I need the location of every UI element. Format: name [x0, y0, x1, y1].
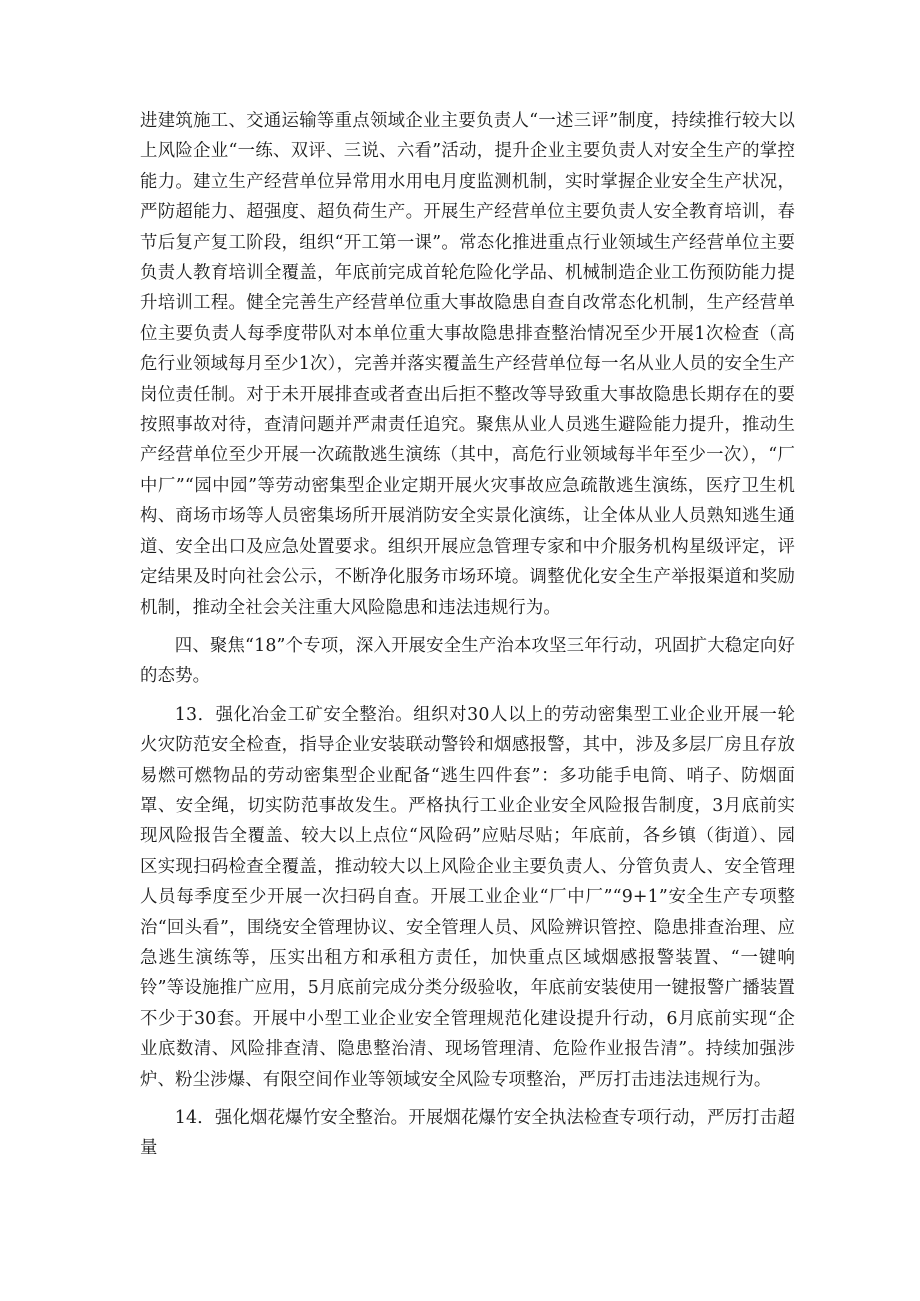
- body-paragraph-continued: 进建筑施工、交通运输等重点领域企业主要负责人“一述三评”制度，持续推行较大以上风险企业“一练、双评、三说、六看”活动，提升企业主要负责人对安全生产的掌控能力。建立生产经营单位异常用水用电月度监测机制，实时掌握企业安全生产状况，严防超能力、超强度、超负荷生产。开展生产经营单位主要负责人安全教育培训，春节后复产复工阶段，组织“开工第一课”。常态化推进重点行业领域生产经营单位主要负责人教育培训全覆盖，年底前完成首轮危险化学品、机械制造企业工伤预防能力提升培训工程。健全完善生产经营单位重大事故隐患自查自改常态化机制，生产经营单位主要负责人每季度带队对本单位重大事故隐患排查整治情况至少开展1次检查（高危行业领域每月至少1次），完善并落实覆盖生产经营单位每一名从业人员的安全生产岗位责任制。对于未开展排查或者查出后拒不整改等导致重大事故隐患长期存在的要按照事故对待，查清问题并严肃责任追究。聚焦从业人员逃生避险能力提升，推动生产经营单位至少开展一次疏散逃生演练（其中，高危行业领域每半年至少一次），“厂中厂”“园中园”等劳动密集型企业定期开展火灾事故应急疏散逃生演练，医疗卫生机构、商场市场等人员密集场所开展消防安全实景化演练，让全体从业人员熟知逃生通道、安全出口及应急处置要求。组织开展应急管理专家和中介服务机构星级评定，评定结果及时向社会公示，不断净化服务市场环境。调整优化安全生产举报渠道和奖励机制，推动全社会关注重大风险隐患和违法违规行为。: [140, 111, 795, 618]
- item-14-paragraph: 14．强化烟花爆竹安全整治。开展烟花爆竹安全执法检查专项行动，严厉打击超量: [140, 1108, 795, 1159]
- item-13-paragraph: 13．强化冶金工矿安全整治。组织对30人以上的劳动密集型工业企业开展一轮火灾防范安全检查，指导企业安装联动警铃和烟感报警，其中，涉及多层厂房且存放易燃可燃物品的劳动密集型企业配备“逃生四件套”：多功能手电筒、哨子、防烟面罩、安全绳，切实防范事故发生。严格执行工业企业安全风险报告制度，3月底前实现风险报告全覆盖、较大以上点位“风险码”应贴尽贴；年底前，各乡镇（街道）、园区实现扫码检查全覆盖，推动较大以上风险企业主要负责人、分管负责人、安全管理人员每季度至少开展一次扫码自查。开展工业企业“厂中厂”“9+1”安全生产专项整治“回头看”，围绕安全管理协议、安全管理人员、风险辨识管控、隐患排查治理、应急逃生演练等，压实出租方和承租方责任，加快重点区域烟感报警装置、“一键响铃”等设施推广应用，5月底前完成分类分级验收，年底前安装使用一键报警广播装置不少于30套。开展中小型工业企业安全管理规范化建设提升行动，6月底前实现“企业底数清、风险排查清、隐患整治清、现场管理清、危险作业报告清”。持续加强涉炉、粉尘涉爆、有限空间作业等领域安全风险专项整治，严厉打击违法违规行为。: [140, 704, 795, 1090]
- document-page: [140, 106, 795, 1164]
- section-heading-four: 四、聚焦“18”个专项，深入开展安全生产治本攻坚三年行动，巩固扩大稳定向好的态势。: [140, 635, 795, 687]
